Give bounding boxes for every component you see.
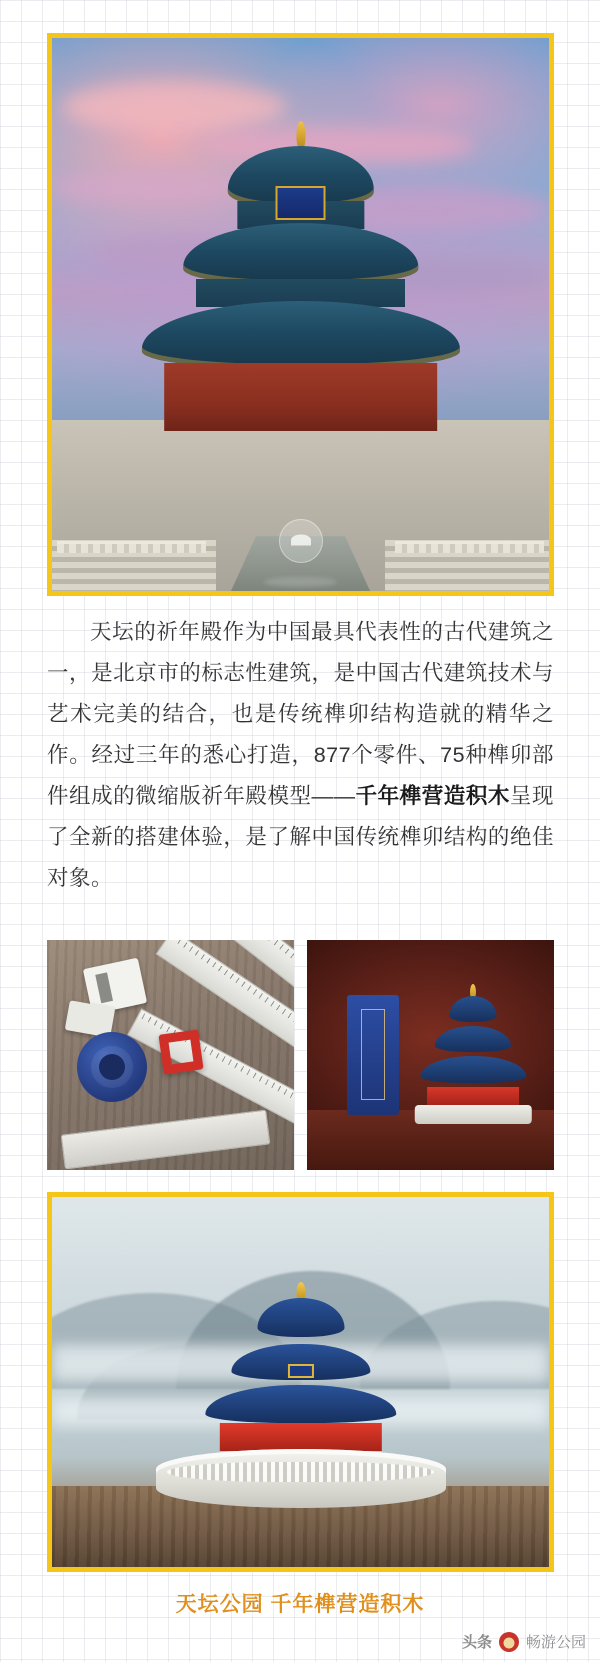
dragon-carving [264, 577, 336, 587]
white-terrace-base [415, 1105, 531, 1124]
model-temple-small [417, 988, 529, 1124]
temple-of-heaven-building [141, 121, 459, 431]
roof-tier-bottom [205, 1385, 396, 1424]
model-temple-large [156, 1280, 446, 1508]
figure-parts-on-desk[interactable] [47, 940, 294, 1170]
blue-door-panel [287, 1364, 313, 1378]
product-name-highlight: 千年榫营造积木 [355, 784, 510, 808]
image-caption: 天坛公园 千年榫营造积木 [175, 1593, 425, 1616]
roof-tier-middle [435, 1026, 511, 1052]
roof-tier-bottom [421, 1056, 526, 1083]
roof-tier-bottom [141, 301, 459, 369]
paragraph-text-tail: 呈现了全新的搭建体验，是了解中国传统榫卯结构的绝佳对象。 [47, 784, 554, 890]
figure-product-studio[interactable] [307, 940, 554, 1170]
roof-tier-top [257, 1298, 344, 1337]
red-colonnade [427, 1087, 519, 1106]
blue-disc-part [77, 1032, 147, 1102]
roof-tier-middle [183, 223, 418, 285]
red-colonnade [219, 1423, 381, 1450]
platform-label: 头条 [461, 1634, 492, 1651]
blue-door-panel [275, 186, 326, 220]
stone-platform [52, 420, 549, 591]
article-paragraph [47, 612, 554, 899]
paragraph-text-lead: 天坛的祈年殿作为中国最具代表性的古代建筑之一，是北京市的标志性建筑，是中国古代建筑技术与艺术完美的结合，也是传统榫卯结构造就的精华之作。经过三年的悉心打造，877个零件、75种榫卯部件组成的微缩版祈年殿模型—— [47, 620, 554, 808]
packaging-tube [347, 995, 399, 1115]
balustrade-left [57, 541, 206, 553]
figure-pair [47, 940, 554, 1170]
temple-watermark-icon [279, 519, 323, 563]
red-colonnade [164, 363, 438, 431]
author-name: 畅游公园 [525, 1634, 586, 1651]
balustrade-right [395, 541, 544, 553]
footer-attribution [462, 1631, 586, 1652]
user-avatar-icon [499, 1632, 519, 1652]
bottom-hero-image[interactable] [47, 1192, 554, 1572]
roof-tier-top [450, 996, 497, 1022]
white-terrace-base [156, 1449, 446, 1508]
hero-image[interactable] [47, 33, 554, 596]
red-frame-part [158, 1029, 203, 1074]
